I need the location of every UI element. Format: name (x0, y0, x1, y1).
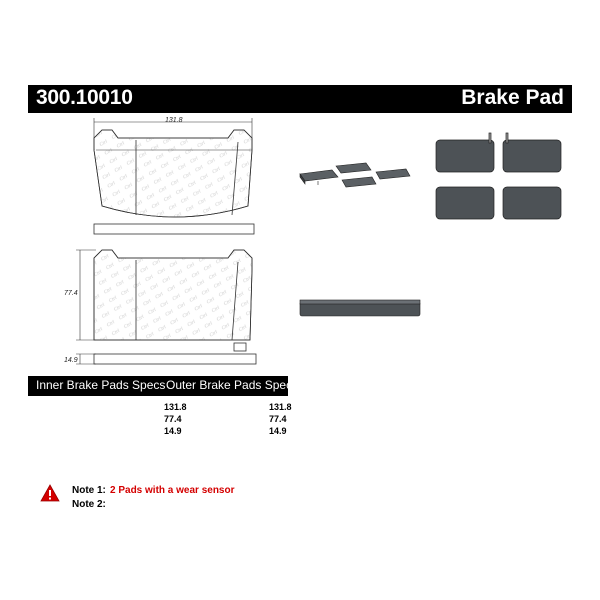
spec-value: 14.9 (164, 426, 182, 436)
spec-value: 131.8 (164, 402, 187, 412)
outer-specs-title: Outer Brake Pads Specs (166, 378, 299, 392)
thickness-dimension-label: 14.9 (64, 357, 78, 364)
note1-label: Note 1: (72, 485, 106, 496)
product-photo-side (300, 300, 420, 316)
product-photo-set (300, 163, 410, 187)
spec-value: 77.4 (269, 414, 287, 424)
warning-icon (40, 484, 60, 502)
note1-text: 2 Pads with a wear sensor (110, 485, 235, 496)
height-dimension-label: 77.4 (64, 290, 78, 297)
spec-value: 14.9 (269, 426, 287, 436)
spec-value: 77.4 (164, 414, 182, 424)
pad-drawing-top (94, 130, 254, 234)
spec-value: 131.8 (269, 402, 292, 412)
note2-label: Note 2: (72, 499, 106, 510)
product-type: Brake Pad (461, 86, 564, 109)
pad-drawing-bottom (94, 250, 256, 364)
part-number: 300.10010 (36, 86, 133, 109)
thickness-dimension-line (76, 354, 96, 364)
inner-specs-title: Inner Brake Pads Specs (36, 378, 166, 392)
product-photo-front (436, 133, 561, 219)
width-dimension-label: 131.8 (165, 117, 183, 124)
height-dimension-line (76, 250, 96, 340)
